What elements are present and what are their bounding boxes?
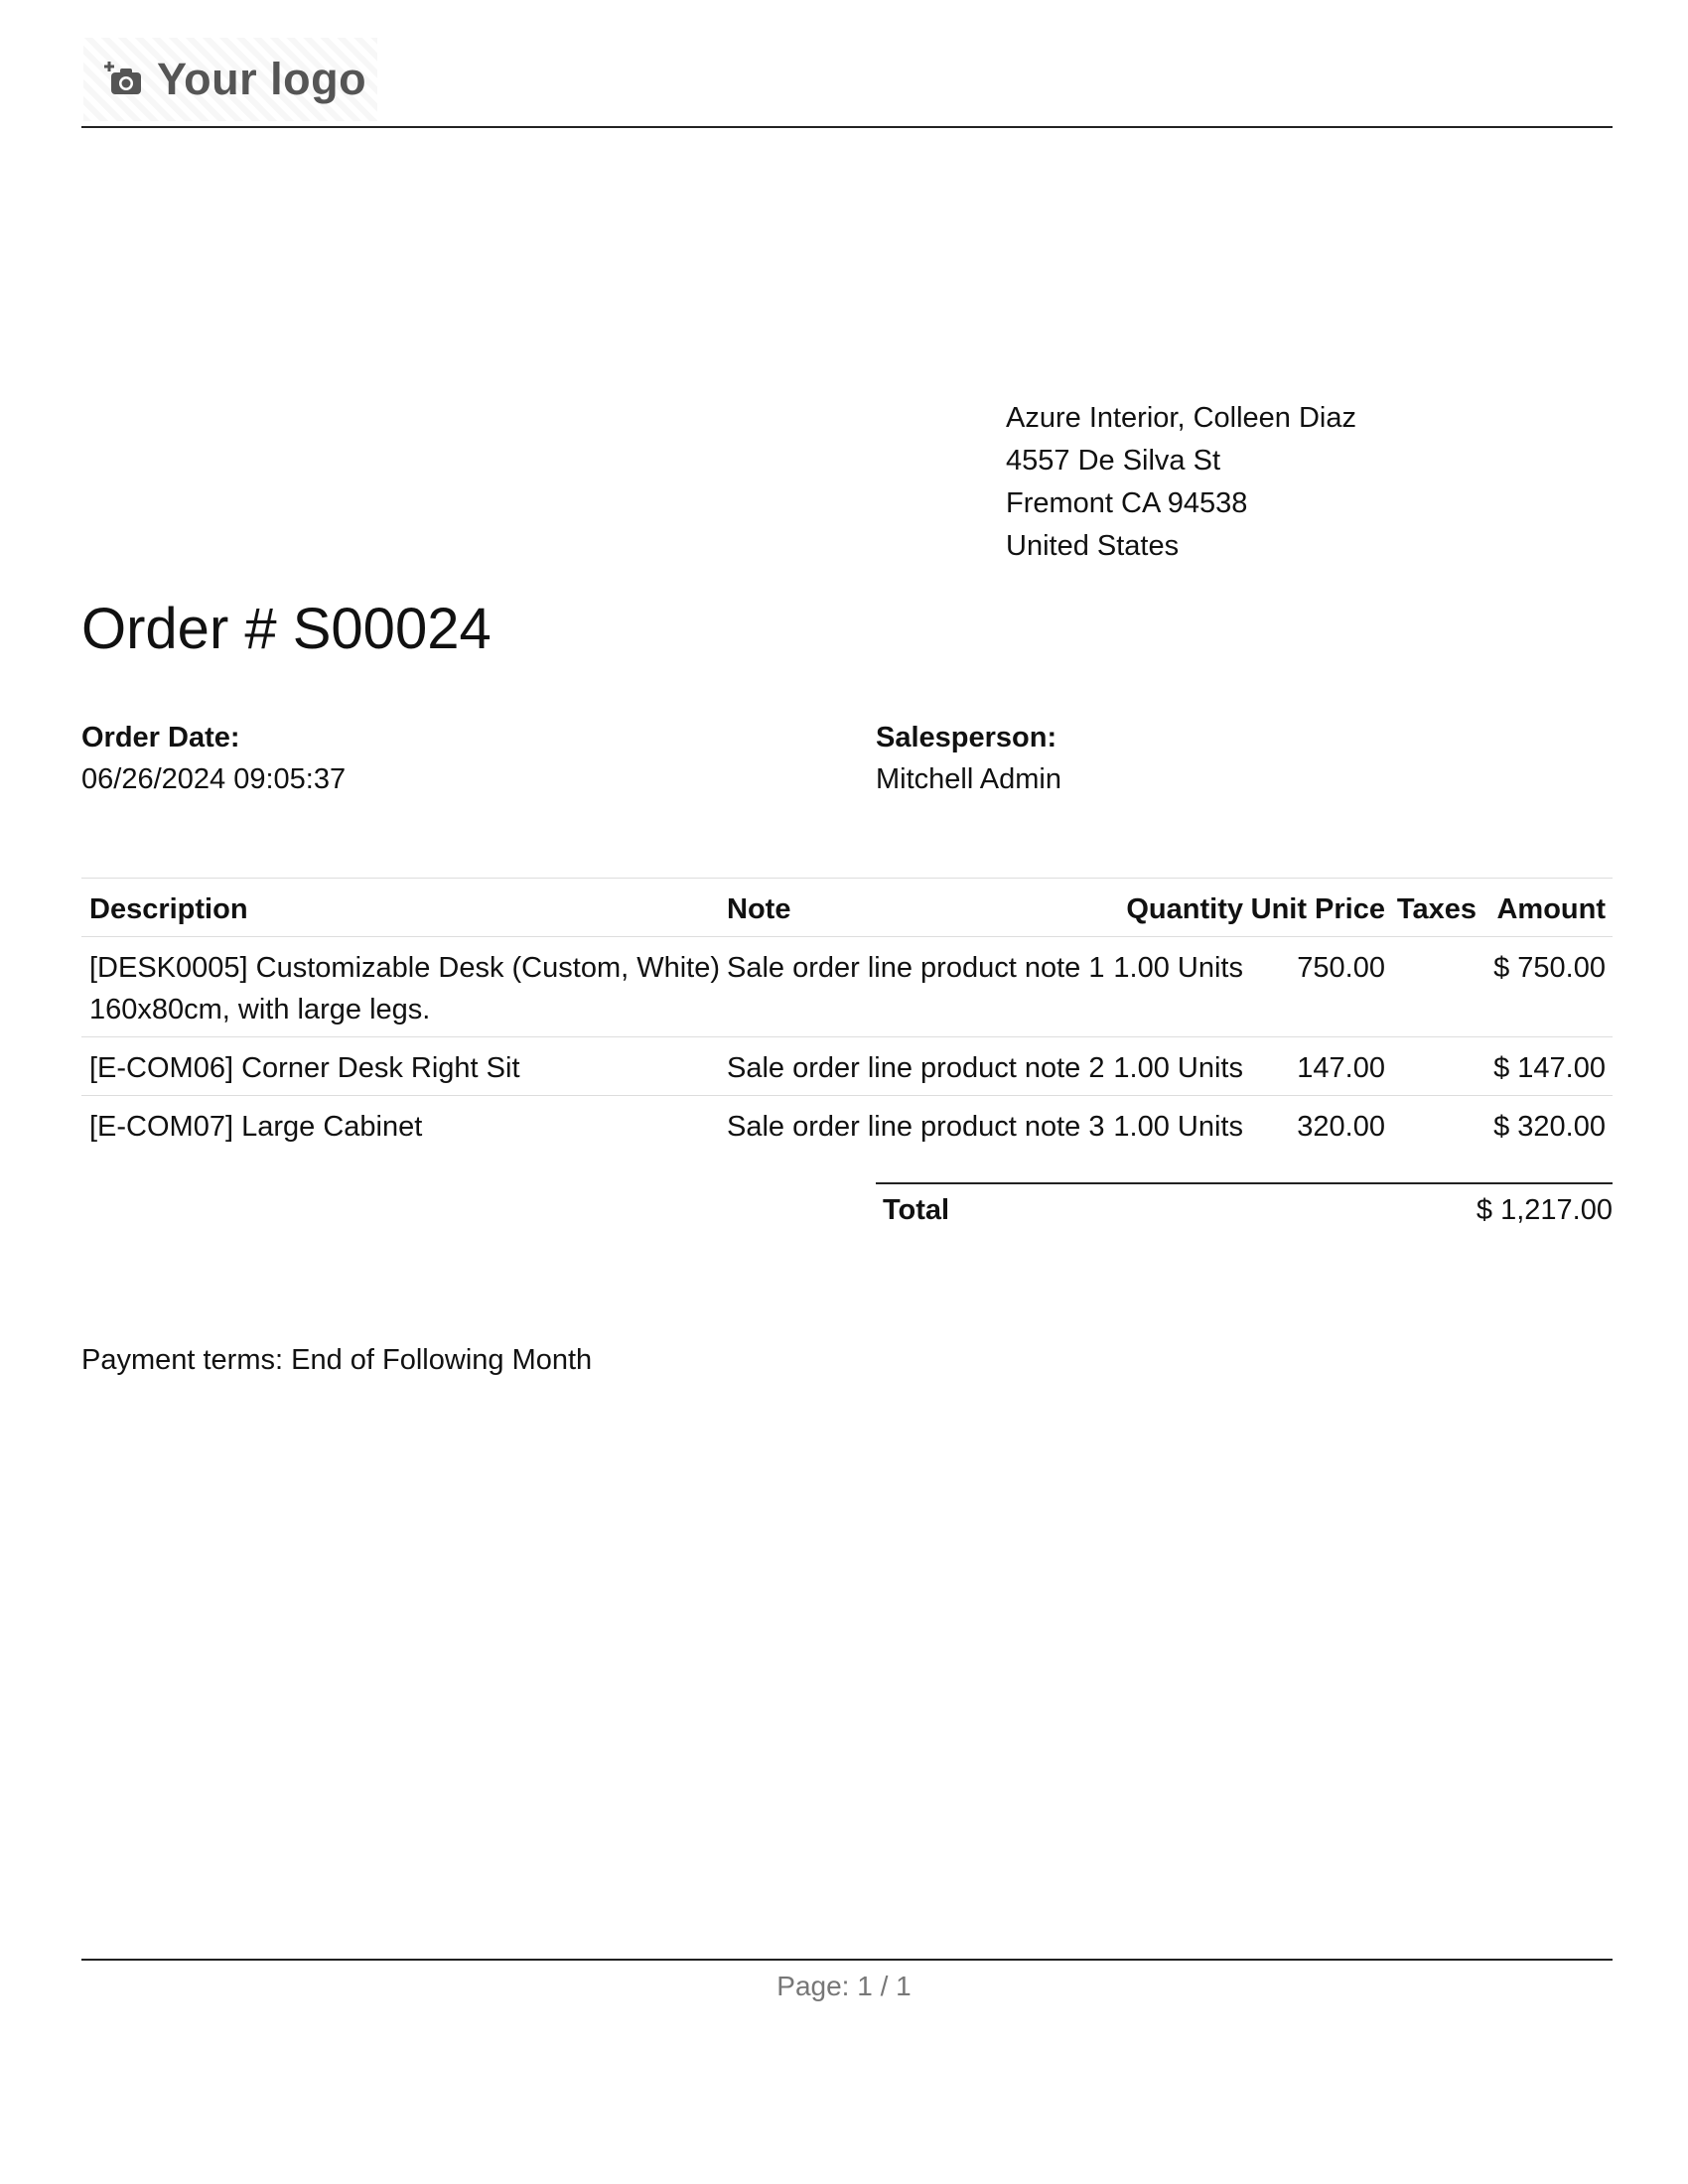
line-quantity: 1.00 Units [1113,1111,1243,1143]
order-date-label: Order Date: [81,722,240,753]
customer-address [1006,397,1356,568]
line-unit-price: 750.00 [1297,952,1385,984]
line-amount: $ 320.00 [1493,1111,1606,1143]
header-description: Description [89,893,248,925]
line-unit-price: 320.00 [1297,1111,1385,1143]
footer-divider [81,1959,1613,1961]
line-description-text-2: 160x80cm, with large legs. [89,994,431,1025]
header-quantity: Quantity [1126,893,1243,925]
line-note: Sale order line product note 3 [727,1111,1105,1143]
line-quantity: 1.00 Units [1113,952,1243,984]
order-date-value: 06/26/2024 09:05:37 [81,763,347,795]
line-description-text: [DESK0005] Customizable Desk (Custom, White) [89,952,720,984]
line-description: [E-COM06] Corner Desk Right Sit [89,1052,520,1084]
line-note: Sale order line product note 2 [727,1052,1105,1084]
line-quantity: 1.00 Units [1113,1052,1243,1084]
line-amount: $ 750.00 [1493,952,1606,984]
header-amount: Amount [1496,893,1606,925]
camera-add-icon [103,60,143,99]
line-description [89,947,720,1030]
customer-city: Fremont CA 94538 [1006,487,1248,519]
order-lines-table [81,878,1613,1154]
header-divider [81,126,1613,128]
customer-name: Azure Interior, Colleen Diaz [1006,402,1356,434]
customer-country: United States [1006,530,1180,562]
header-unit-price: Unit Price [1250,893,1385,925]
line-description: [E-COM07] Large Cabinet [89,1111,423,1143]
payment-terms: Payment terms: End of Following Month [81,1344,593,1376]
salesperson-value: Mitchell Admin [876,763,1061,795]
line-amount: $ 147.00 [1493,1052,1606,1084]
total-divider [876,1182,1613,1184]
total-value: $ 1,217.00 [1476,1194,1613,1226]
table-header-row [81,878,1613,936]
table-row [81,1095,1613,1154]
table-row [81,936,1613,1036]
page-title: Order # S00024 [81,597,492,661]
line-unit-price: 147.00 [1297,1052,1385,1084]
table-row [81,1036,1613,1095]
line-note: Sale order line product note 1 [727,952,1105,984]
customer-street: 4557 De Silva St [1006,445,1221,477]
header-taxes: Taxes [1396,893,1477,925]
salesperson-label: Salesperson: [876,722,1057,753]
header-note: Note [727,893,791,925]
page-number: Page: 1 / 1 [776,1971,912,2001]
total-label: Total [883,1194,950,1226]
logo-text: Your logo [157,54,367,104]
company-logo [83,38,377,121]
